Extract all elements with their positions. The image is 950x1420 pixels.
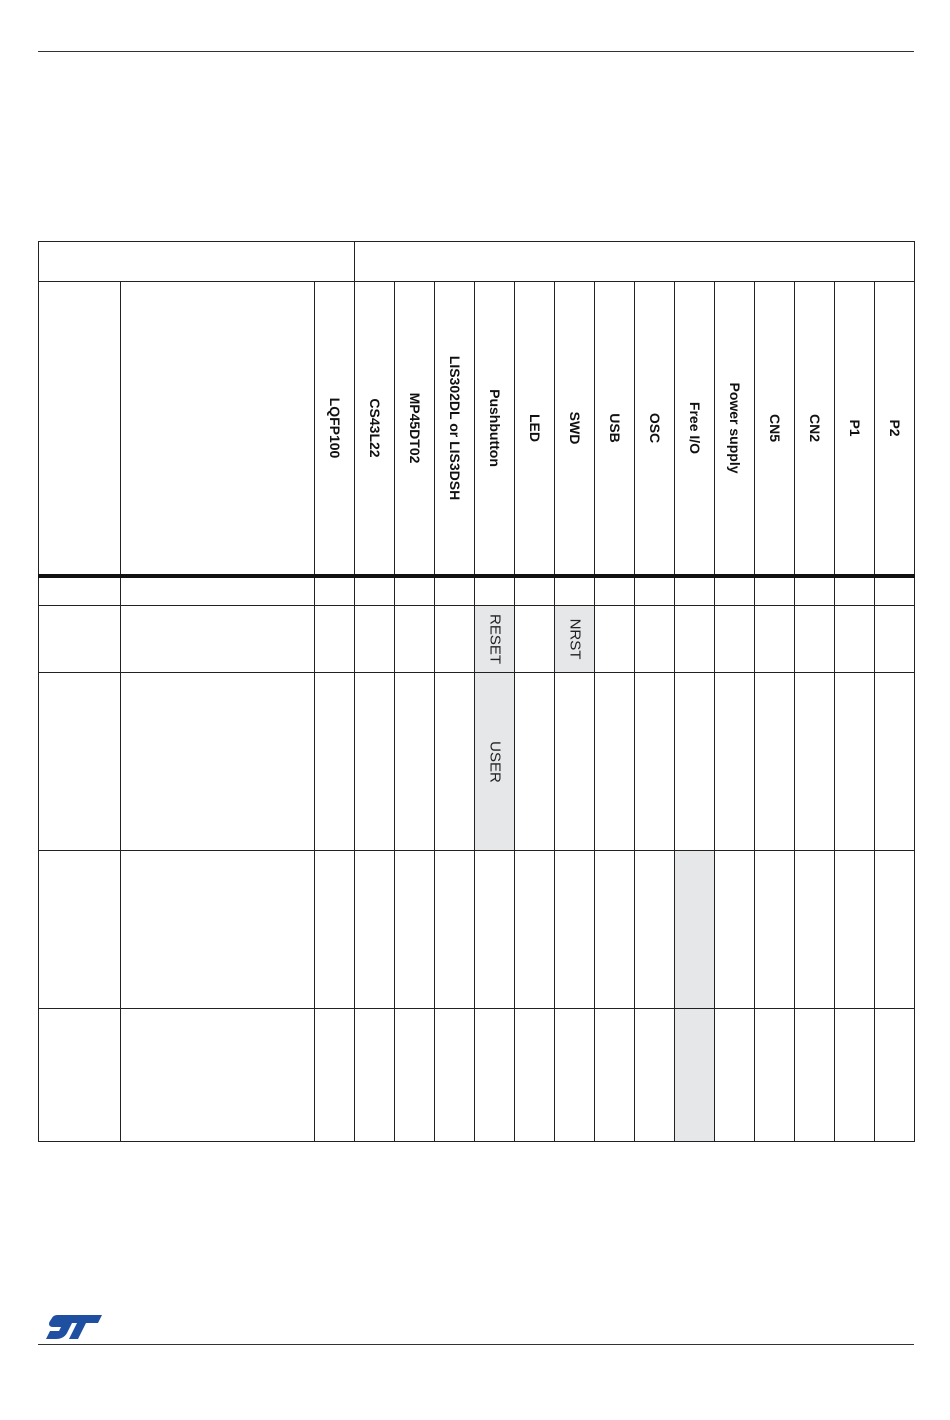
column-header xyxy=(675,282,715,576)
user-label: USER xyxy=(486,740,504,783)
column-header xyxy=(435,282,475,576)
column-header xyxy=(715,282,755,576)
group-header-row xyxy=(39,242,915,282)
column-header xyxy=(635,282,675,576)
table-row xyxy=(39,1009,915,1142)
free-io-cell xyxy=(675,851,715,1009)
table-row xyxy=(39,673,915,851)
column-header-label: USB xyxy=(606,412,623,443)
column-header xyxy=(835,282,875,576)
column-header-label: OSC xyxy=(646,412,663,443)
column-header-label: LIS302DL or LIS3DSH xyxy=(446,355,463,500)
header-blank-1 xyxy=(39,282,121,576)
column-header-label: SWD xyxy=(566,411,583,445)
column-header xyxy=(395,282,435,576)
column-header xyxy=(555,282,595,576)
nrst-cell xyxy=(555,606,595,673)
st-logo xyxy=(44,1311,104,1341)
column-header-label: CN5 xyxy=(766,413,783,442)
column-header-row xyxy=(39,282,915,576)
column-header xyxy=(515,282,555,576)
free-io-cell xyxy=(675,1009,715,1142)
pin-allocation-table xyxy=(38,241,915,1142)
table-row xyxy=(39,851,915,1009)
column-header-label: MP45DT02 xyxy=(406,392,423,464)
header-blank-2 xyxy=(121,282,315,576)
column-header xyxy=(875,282,915,576)
table-row xyxy=(39,606,915,673)
column-header xyxy=(355,282,395,576)
table-row xyxy=(39,576,915,606)
column-header xyxy=(315,282,355,576)
column-header-label: Free I/O xyxy=(686,401,703,454)
column-header xyxy=(475,282,515,576)
reset-label: RESET xyxy=(486,613,504,665)
header-rule xyxy=(38,51,914,52)
column-header-label: P1 xyxy=(846,419,863,437)
reset-cell xyxy=(475,606,515,673)
column-header-label: LQFP100 xyxy=(326,397,343,459)
footer-rule xyxy=(38,1344,914,1345)
column-header xyxy=(755,282,795,576)
nrst-label: NRST xyxy=(566,618,584,660)
user-cell xyxy=(475,673,515,851)
column-header xyxy=(795,282,835,576)
column-header-label: CN2 xyxy=(806,413,823,442)
column-header-label: Pushbutton xyxy=(486,388,503,467)
group-header-right xyxy=(355,242,915,282)
group-header-left xyxy=(39,242,355,282)
column-header-label: P2 xyxy=(886,419,903,437)
column-header-label: CS43L22 xyxy=(366,398,383,458)
column-header-label: LED xyxy=(526,413,543,442)
column-header-label: Power supply xyxy=(726,382,743,474)
column-header xyxy=(595,282,635,576)
